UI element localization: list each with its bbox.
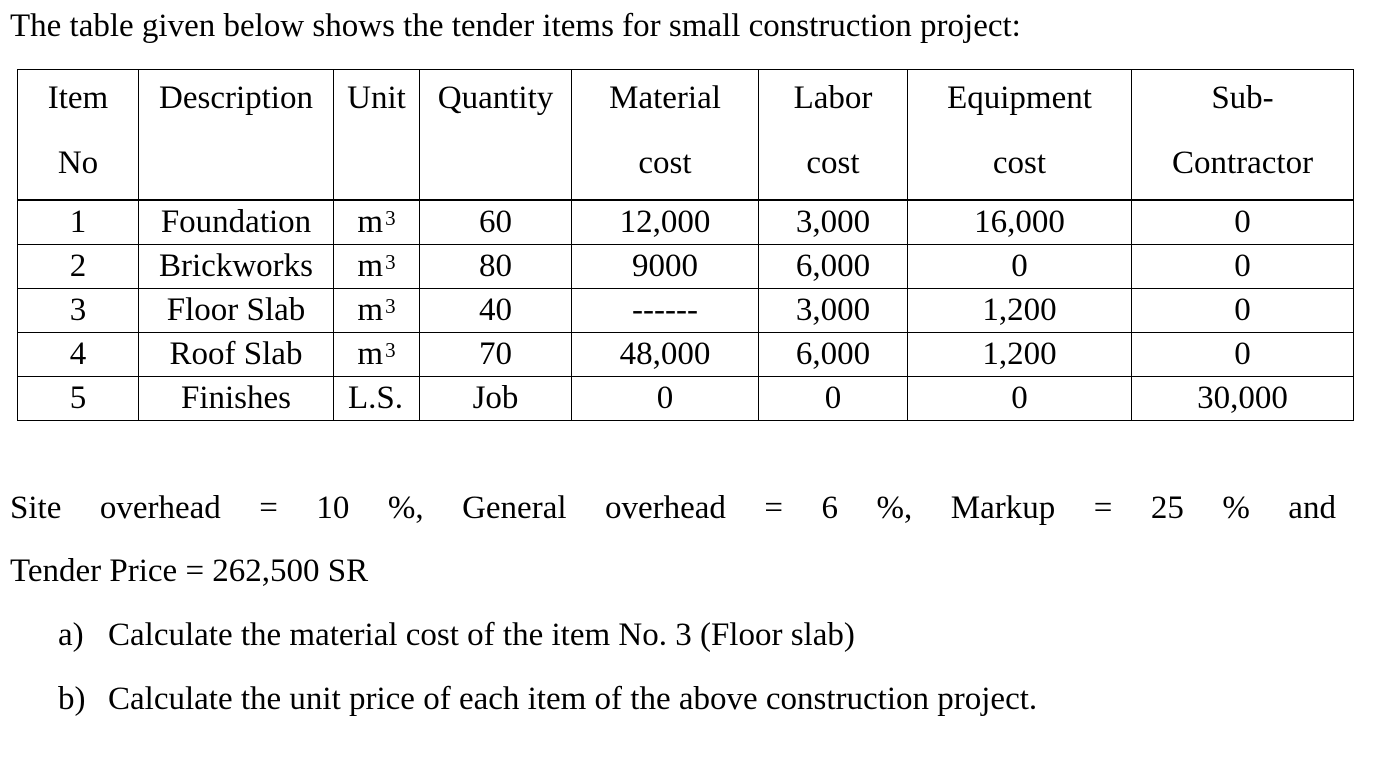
question-text: Calculate the unit price of each item of the above construction project. xyxy=(108,681,1038,717)
cell-description: Finishes xyxy=(139,377,334,421)
table-row xyxy=(18,333,1354,377)
header-material: Material xyxy=(572,70,759,128)
tender-price: Tender Price = 262,500 SR xyxy=(10,553,369,589)
cell-equipment-cost: 1,200 xyxy=(908,333,1132,377)
header-row-1 xyxy=(18,70,1354,128)
overhead-token: = xyxy=(259,490,278,526)
cell-subcontractor: 0 xyxy=(1132,245,1354,289)
cell-quantity: 40 xyxy=(420,289,572,333)
table-row xyxy=(18,377,1354,421)
table-row xyxy=(18,289,1354,333)
cell-quantity: 60 xyxy=(420,200,572,245)
table-row xyxy=(18,245,1354,289)
problem-notes xyxy=(10,490,1336,717)
header-unit: Unit xyxy=(334,70,420,128)
cell-description: Floor Slab xyxy=(139,289,334,333)
cell-material-cost: 9000 xyxy=(572,245,759,289)
cell-quantity: 70 xyxy=(420,333,572,377)
overhead-token: overhead xyxy=(99,490,221,526)
cell-labor-cost: 3,000 xyxy=(759,289,908,333)
overhead-token: 25 xyxy=(1150,490,1184,526)
cell-equipment-cost: 1,200 xyxy=(908,289,1132,333)
question-text: Calculate the material cost of the item No. 3 (Floor slab) xyxy=(108,617,855,653)
cell-material-cost: 0 xyxy=(572,377,759,421)
overhead-token: 6 xyxy=(821,490,839,526)
overhead-token: %, xyxy=(387,490,424,526)
cell-subcontractor: 0 xyxy=(1132,200,1354,245)
table-row xyxy=(18,200,1354,245)
header-equipment: Equipment xyxy=(908,70,1132,128)
cell-material-cost: 12,000 xyxy=(572,200,759,245)
overhead-token: 10 xyxy=(316,490,350,526)
header-labor-cost: cost xyxy=(759,127,908,200)
overhead-token: Markup xyxy=(950,490,1056,526)
cell-labor-cost: 0 xyxy=(759,377,908,421)
header-contractor: Contractor xyxy=(1132,127,1354,200)
cell-unit: $m^3$ xyxy=(334,245,420,289)
header-item-no: No xyxy=(18,127,139,200)
cell-item-no: 1 xyxy=(18,200,139,245)
overhead-line xyxy=(10,490,1336,530)
cell-subcontractor: 30,000 xyxy=(1132,377,1354,421)
cell-subcontractor: 0 xyxy=(1132,289,1354,333)
tender-items-table xyxy=(17,69,1354,421)
header-item: Item xyxy=(18,70,139,128)
cell-description: Brickworks xyxy=(139,245,334,289)
header-unit-2 xyxy=(334,127,420,200)
header-description-2 xyxy=(139,127,334,200)
header-quantity-2 xyxy=(420,127,572,200)
cell-equipment-cost: 16,000 xyxy=(908,200,1132,245)
cell-item-no: 2 xyxy=(18,245,139,289)
cell-equipment-cost: 0 xyxy=(908,377,1132,421)
cell-item-no: 4 xyxy=(18,333,139,377)
cell-item-no: 3 xyxy=(18,289,139,333)
intro-text: The table given below shows the tender items for small construction project: xyxy=(10,8,1021,44)
cell-subcontractor: 0 xyxy=(1132,333,1354,377)
question-a xyxy=(58,617,855,654)
cell-quantity: Job xyxy=(420,377,572,421)
overhead-token: % xyxy=(1222,490,1250,526)
cell-labor-cost: 6,000 xyxy=(759,245,908,289)
cell-description: Foundation xyxy=(139,200,334,245)
overhead-token: = xyxy=(764,490,784,526)
overhead-token: General xyxy=(462,490,567,526)
header-description: Description xyxy=(139,70,334,128)
cell-unit: $m^3$ xyxy=(334,289,420,333)
cell-equipment-cost: 0 xyxy=(908,245,1132,289)
header-labor: Labor xyxy=(759,70,908,128)
question-label: b) xyxy=(58,681,86,717)
overhead-token: %, xyxy=(876,490,913,526)
header-row-2 xyxy=(18,127,1354,200)
overhead-token: overhead xyxy=(605,490,726,526)
cell-labor-cost: 3,000 xyxy=(759,200,908,245)
header-subcontractor: Sub- xyxy=(1132,70,1354,128)
header-quantity: Quantity xyxy=(420,70,572,128)
cell-quantity: 80 xyxy=(420,245,572,289)
cell-unit: L.S. xyxy=(334,377,420,421)
cell-description: Roof Slab xyxy=(139,333,334,377)
overhead-token: and xyxy=(1288,490,1336,526)
question-label: a) xyxy=(58,617,84,653)
cell-unit: $m^3$ xyxy=(334,333,420,377)
cell-labor-cost: 6,000 xyxy=(759,333,908,377)
cell-material-cost: 48,000 xyxy=(572,333,759,377)
cell-material-cost: ------ xyxy=(572,289,759,333)
overhead-token: = xyxy=(1093,490,1113,526)
overhead-token: Site xyxy=(10,490,62,526)
cell-item-no: 5 xyxy=(18,377,139,421)
header-material-cost: cost xyxy=(572,127,759,200)
cell-unit: $m^3$ xyxy=(334,200,420,245)
question-b xyxy=(58,681,1037,718)
header-equipment-cost: cost xyxy=(908,127,1132,200)
